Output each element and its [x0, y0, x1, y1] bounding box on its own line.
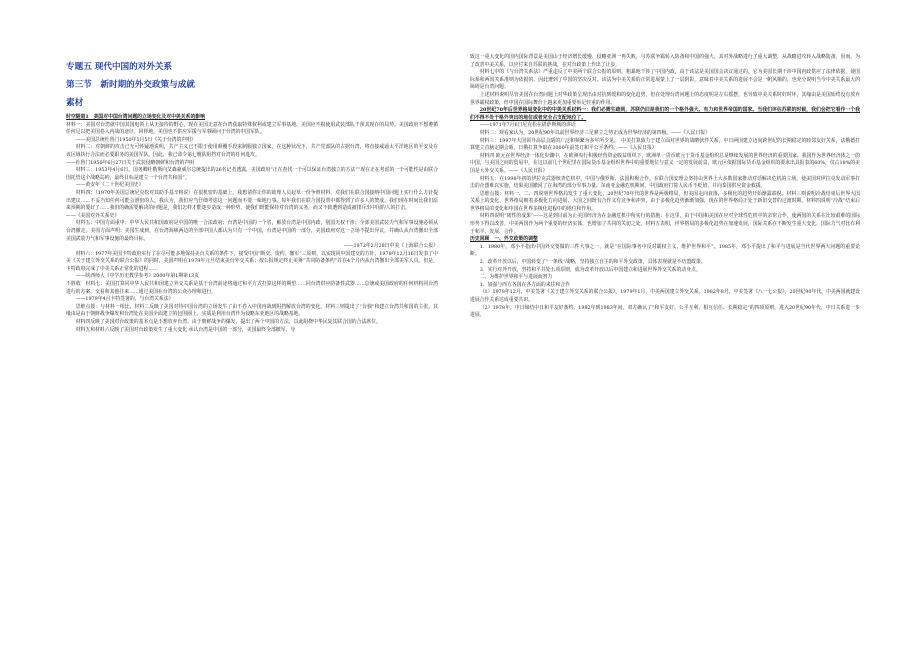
paragraph: 3．实行对外开放，坚持和平共处五项原则，成为改革开放以后中国建立和进展世界外交关系的动身点。: [479, 266, 701, 273]
paragraph: 不胜收 材料七：美国打算同中华人民共和国建立外交关系是基于台湾前途将通过和平方式打算这样的期望……同台湾供应防备性武器……总统或美国政府的任何机构同台湾进行的方案、交易和其他往来……通过美国在台湾的公众办理和进行。: [66, 281, 438, 295]
citation: ——1972年2月28日中美《上海联合公报》: [343, 243, 438, 250]
paragraph: 思维点拨：与材料一相比，材料二反映了美国对待中国台湾的立场发生了由不卷入中国内战到阻挡解放台湾的变化。材料三则提出了“台独”和建立台湾共和国的主张。其缘由是由于朝鲜战争爆发和台湾处在美国全面建立的包围圈上，实质是利用台湾作为侵略东亚地区的战略基地。: [66, 303, 438, 318]
paragraph: 材料五和材料六反映了美国对台政策发生了重大变化 承认台湾是中国的一部分，美国最终全部撤军。导: [75, 326, 296, 333]
paragraph: 材料三：1997年大国领导高层会晤的广泛和频繁为多年所少见。 中美打算致力于建立面对世界的战略伙伴关系，中日两国建立迈向跨世纪的长期稳定的睦邻友好关系，法俄德打算建立首脑定期会晤，日俄打算争取在2000年前签订和平公平条约。——《人民日报》: [470, 137, 860, 152]
paragraph: 材料六：1977年美国卡特政府实行了在尽可能多地保持美台关系的条件下，接受中国“断交、废约、撤军”三原则，以实现同中国建交的方针。1978年12月16日发表了中美《关于建立外交关系的联合公报》的同时，美国声明在1979年元旦结束美台外交关系；按公报规定终止美蒋“共同防备条约”并在4个月内从台湾撤出全部美军人员。但是，卡特政府完成了中美关系正常化的进程……: [66, 250, 438, 272]
paragraph: 材料四 欧元在世界经济一体化步骤中，在欧洲央行积极经营资金收益组织下，欧洲单一货币欧元于货币基金组织总是继续发展的世界经济的重要国家。我国作为世界经济体之一的中国，与美国之间的贸易中，在这以前几个世纪里在国际货币基金组织世界中的重要地位与意义一定的发展前景，欧元区依据国际货币基金组织的要求出具报表的60%，仅占18%的美国是大外交关系。——《人民日报》: [470, 152, 860, 174]
paragraph: 材料三：1953年4月6日，国务卿杜勒斯向艾森豪威尔总统提出的26名记者透露，美国政府“正在查找一个可以保证台湾独立的方法”“现在正在考虑的一个可能性是由联合国托管这个战略岛屿，最终目标是建立一个台湾共和国”。: [66, 167, 438, 181]
citation: ——杜鲁门1950年6月27日关于武装侵略朝鲜和台湾的声明: [66, 159, 195, 166]
citation: ——黄安年《二十世纪美国史》: [75, 182, 144, 189]
right-column: [470, 54, 860, 320]
subsection-heading: 时空隧道1 美国对中国台湾问题的立场变化及对中美关系的影响: [66, 114, 205, 120]
paragraph: 材料四说明“韧性的成果”——这是到目前为止美国经济为在金融危机中所实行的措施：在这里，由于中国和美国在应对全球性危机中的亲密合作，使两国的关系在比较艰难的国际形势下得以改善，中美两国作为两个重要的经济实体，也增加了共同的关切之处。材料五表明，世界格局的多极化趋势在加速发展，国际关系在不断发生重大变化，国际力气对比有利于和平、发展、合作。: [470, 213, 860, 235]
paragraph: 1．加强与西方各国在各方面的来往和合作: [479, 281, 570, 288]
section-title: 第三节 新时期的外交政策与成就: [66, 80, 195, 90]
paragraph: 致这一重大变化的国内国际背景是美国山于经济增长缓慢、侵略亚洲一再失败，与苏联争霸转入防备和中国的强大，其对外战略进行了重大调整，从战略进攻转入战略防备。因而，为了改善中美关系，以应付来自苏联的挑战，在对台政策上作出了让步。: [470, 54, 860, 68]
paragraph: （1）1978年12月，中美签署《关于建立外交关系的联合公报》。1979年1月，中美两国建立外交关系。1982年8月，中美签署《八一七公报》。20世纪90年代，中美两国就建设进展合作关系达成重要共识。: [470, 289, 860, 303]
paragraph: （2）1978年，中日缔结中日和平友好条约。1982年到1983年间，双方确认了“和平友好、公平互利、相互信任、长期稳定”的四项原则，进入20世纪90年代，中日关系进一步进展。: [470, 304, 860, 319]
paragraph: 2．改革开放以后，中国转变了“一条线”战略，坚持独立自主的和平外交政策，具体表现就是不结盟政策。: [479, 259, 706, 266]
subheading: 二、为维护世界和平与进展而努力: [479, 274, 553, 281]
citation: ——1971年7月6日尼克松在堪萨斯城的讲话: [479, 122, 576, 129]
paragraph: 思维点拨：材料一、二、四说明世界格局发生了重大变化，20世纪70年代的世界是两极格局，但美国走向衰落，多极化的趋势开始渐露端倪。材料三则说明冷战结束后世界大国关系上的变化，世界格局朝着多极化方向进展，大国之间既有合作又有竞争和冲突，由于多极化趋势渐渐加强，现在的世界格局正处于新旧交替的过渡时期。材料四说明“冷战”结束后世界格局的变化和中国在世界多极化进程中的地位和作用。: [470, 190, 860, 212]
paragraph: 材料一：美国对台湾就中国其国电领土从无接待的野心，现在美国无意在台湾获取特殊权利或建立军事基地。美国应不损使用武装部队干预其现在的局势。美国政府不想遵循任何足以把美国卷入内战的途径。同样地，美国也不供应军援与军事顾问于台湾的中国军队。: [66, 121, 438, 136]
paragraph: 材料二：对朝鲜的攻击已无可怀疑地说明，共产主义已不限于使用颠覆手段来制服独立国家，在这种状况下，共产党部队的占据台湾，将直接威逼太平洋地区的平安及在该区域执行合法而必要职务的美国军队。因此，我已命令第七舰队阻挡对台湾的任何进攻。: [66, 144, 438, 158]
paragraph: 材料四反映了美国对台政策的基本点是不想放弃台湾。由于朝鲜战争的爆发，提出了两个中国的方法，以此阻挠中华民复其联合国的合法席位。: [75, 319, 381, 326]
paragraph: 材料四：（1970年美国总统尼克松对其助手基辛格说）在很机密的基础上，我想请你让你的助理人员起草一份争辩材料，对我们在联合国接纳中国问题上实行什么方针提出建议……不妥当知任何可能会泄密的人。我认为，我们应当仔细考虑这一问题而不要一味地行事。每年我们在联合国投票中都得到了许多人的赞成，我们现在时间比我们原来预期的要好了……我们的确需要解决的问题是，我们怎样才能逐步造成一种形势，使我们既能保持对台湾的义务，而又不致遭到造成被排斥出中国的人的打击。: [66, 189, 438, 212]
subsection-heading: 20世纪70年后世界格局变化中的中美关系材料一：我们必需生疏到，苏联仍旧是我们的一个格外强大、有力和世界帝国的国家。当我们评估苏联的时候，我们会把它看作一个我们不得不处于格外突出的地位或者完全占支配地位了。: [470, 107, 860, 121]
paragraph: 材料二：观看家认为，20世纪90年以前世界经济三足鼎立之势正成为世界经济的第四极。——《人民日报》: [479, 129, 710, 136]
left-column: [66, 0, 438, 334]
paragraph: 上述材料说明尽管美国在台湾问题上对华政策呈现出由对抗到缓和的变化趋势，但在处理台湾问题上的态度明是左右摇摆，也导致中美关系时好时坏，其缘由是美国始终没有放弃世界霸权政策，但中国在国际舞台上越来更加重要举足轻重的作用。: [470, 91, 860, 106]
paragraph: 1．1980年，邓小平指出中国外交要做的三件大事之一，就是“在国际事务中反对霸权主义，维护世界和平”。1985年，邓小平提出了和平与进展是当代世界两大问题的重要论断。: [470, 243, 860, 258]
citation: ——陕西师大《中学历史教学参考》2000年第1期第13页: [75, 273, 199, 280]
citation: ——美国总统杜鲁门1950年1月5日《关于台湾的声明》: [75, 136, 196, 143]
material-heading: 素材: [66, 98, 84, 108]
paragraph: 材料五：在1998年初的伊拉克武器核查危机中，中国与俄罗斯、法国积极合作，在联合国安理会坚持由世界上大多数国家推动对话解决危机的立场，使美国对伊拉克发动军事打击的企图难以实施，结果美国撤回了在海湾的部分军事力量。东南亚金融危机期间，中国政府打算人民币不贬值，并向泰国供应资金救援。: [470, 175, 860, 190]
review-heading: 历史回顾 一、外交政策的调整: [470, 236, 538, 243]
paragraph: 材料五：中国方面重申：中华人民共和国政府是中国的唯一合法政府；台湾是中国的一个省，解放台湾是中国内政，别国无权干涉；全部美国武装力气和军事设施必须从台湾撤走。美国方面声明：美国生成到，在台湾海峡两边的全部中国人都认为只有一个中国，台湾是中国的一部分。美国政府对这一立场不提出异议，并确认从台湾撤出全部美国武装力气和军事设施的最终目标。: [66, 220, 438, 242]
topic-title: 专题五 现代中国的对外关系: [66, 62, 173, 72]
paragraph: 材料七中的《与台湾关系法》严重违反了中美两个联合公报的原则，粗暴地干涉了中国内政，由于该法是美国国会决议通过的，它为美国长期干涉中国内政供应了法律依据，使国际系和两国关系准则为依据的。因此遭到了中国的坚决反对。该法为中美关系的正常进展蒙上了一层阴影，意味着中美关系的进展不会是一帆风顺的，也充分说明当今中美关系最大的障碍是台湾问题；: [470, 69, 860, 91]
top-margin: [66, 0, 438, 62]
citation: ——1979年4月卡特签署的，与台湾关系法》: [75, 296, 174, 303]
citation: ——《美国对外关系史》: [66, 212, 120, 219]
